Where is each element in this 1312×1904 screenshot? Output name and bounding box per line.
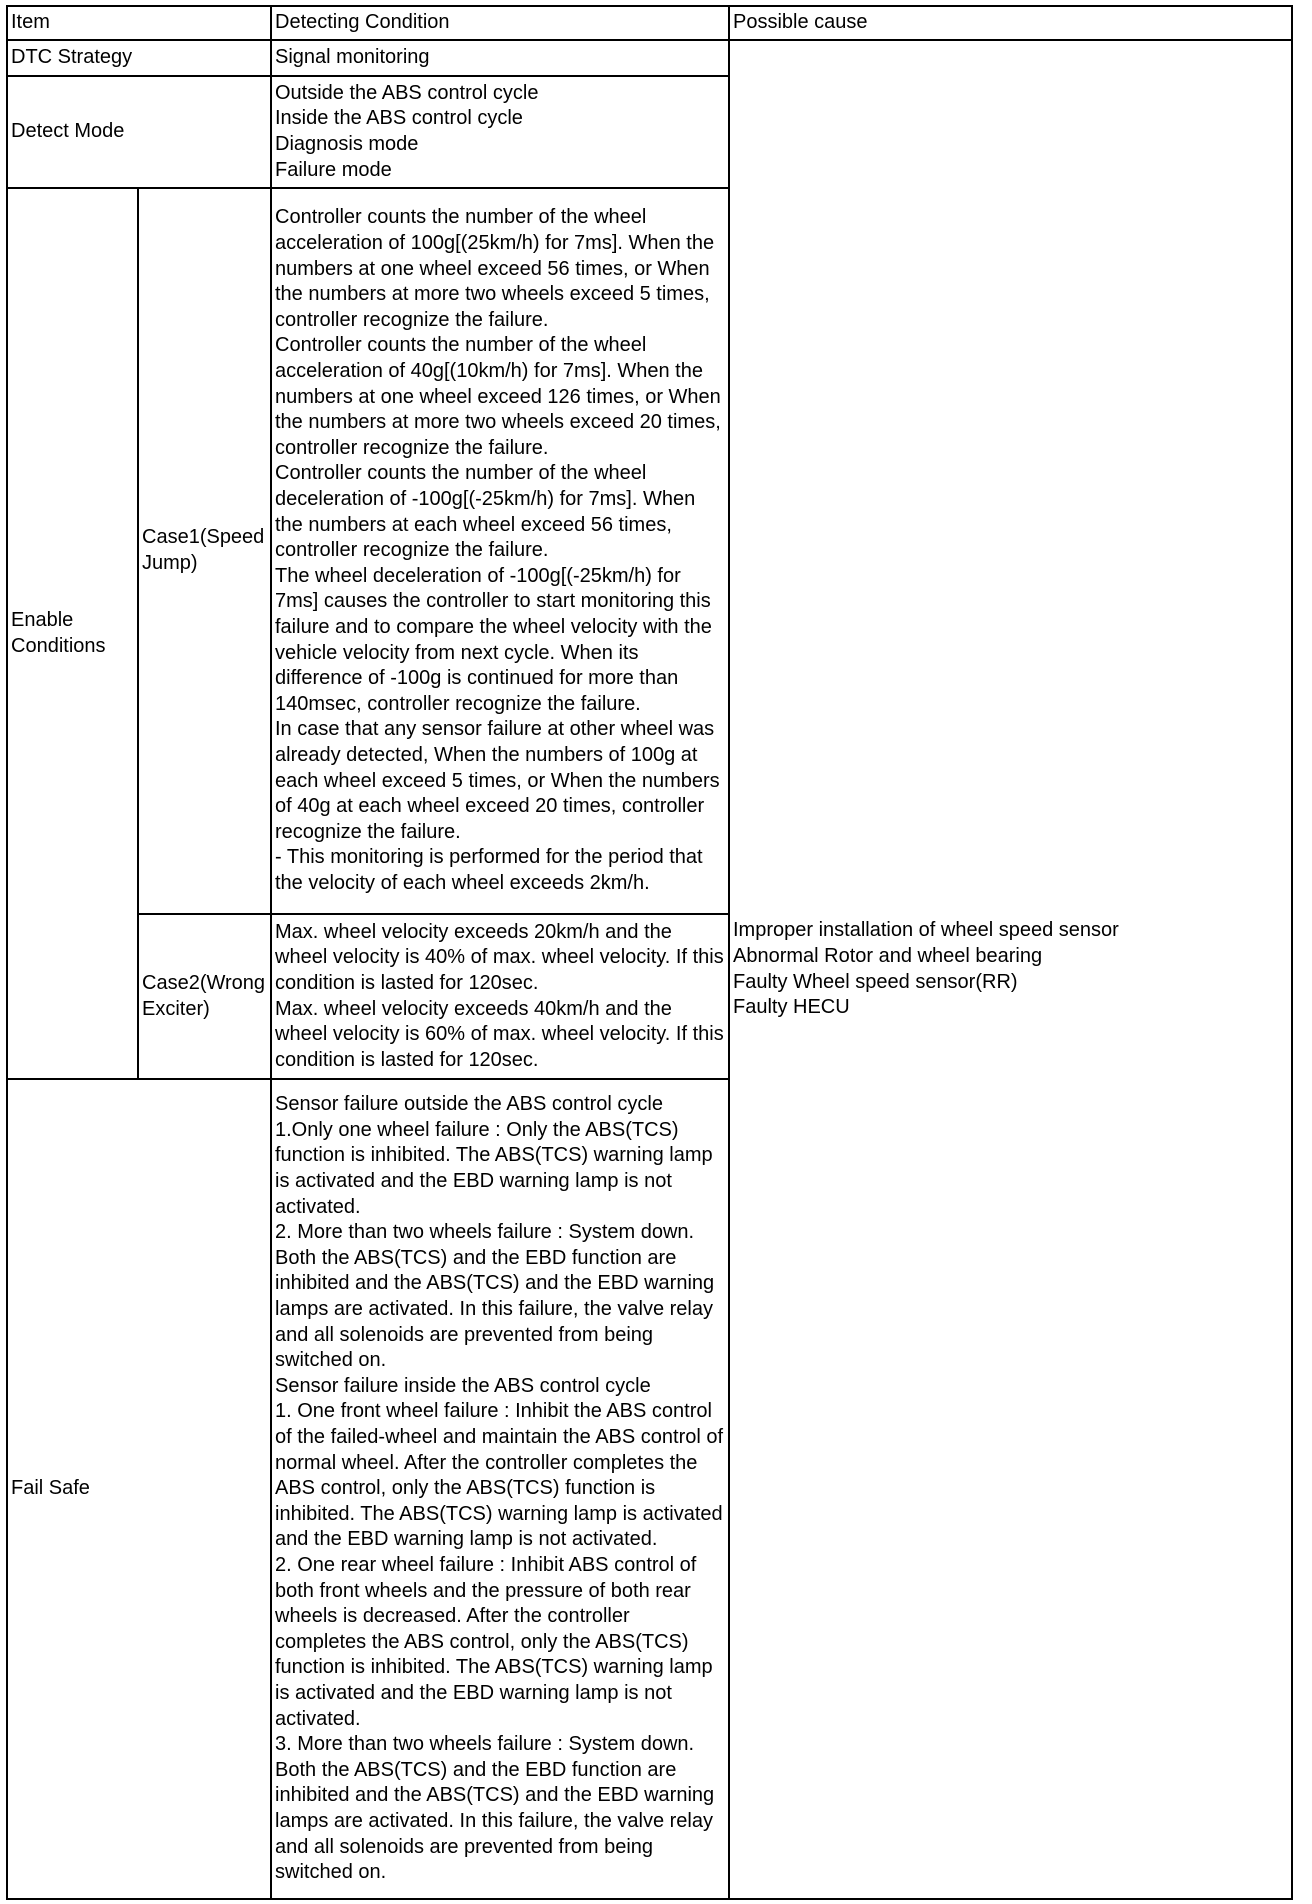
header-possible-cause: Possible cause <box>729 6 1292 40</box>
case1-paragraph: Controller counts the number of the wheel acceleration of 100g[(25km/h) for 7ms]. When the numbers at one wheel exceed 56 times, or When the numbers at more two wheels exceed 5 times, controller recognize the failure. <box>275 206 715 331</box>
detect-mode-item: Failure mode <box>275 158 392 181</box>
fail-safe-paragraph: Sensor failure inside the ABS control cycle <box>275 1374 651 1397</box>
case1-description <box>271 188 729 914</box>
row-dtc-strategy <box>7 40 1292 76</box>
case1-paragraph: - This monitoring is performed for the period that the velocity of each wheel exceeds 2km/h. <box>275 846 703 894</box>
case1-paragraph: Controller counts the number of the wheel deceleration of -100g[(-25km/h) for 7ms]. When the numbers at each wheel exceed 56 times, controller recognize the failure. <box>275 462 696 562</box>
dtc-table <box>6 5 1293 1900</box>
possible-cause-cell <box>729 40 1292 1899</box>
fail-safe-description <box>271 1079 729 1899</box>
detect-mode-values <box>271 76 729 188</box>
detect-mode-item: Diagnosis mode <box>275 133 419 155</box>
fail-safe-paragraph: 1. One front wheel failure : Inhibit the ABS control of the failed-wheel and maintain the ABS control of normal wheel. After the controller completes the ABS control, only the ABS(TCS) function is inhibited. The ABS(TCS) warning lamp is activated and the EBD warning lamp is not activated. <box>275 1400 724 1551</box>
case2-paragraph: Max. wheel velocity exceeds 40km/h and the wheel velocity is 60% of max. wheel velocity. If this condition is lasted for 120sec. <box>275 997 724 1071</box>
fail-safe-paragraph: 1.Only one wheel failure : Only the ABS(TCS) function is inhibited. The ABS(TCS) warning lamp is activated and the EBD warning lamp is not activated. <box>275 1118 713 1218</box>
fail-safe-label: Fail Safe <box>7 1079 271 1899</box>
header-row <box>7 6 1292 40</box>
case2-paragraph: Max. wheel velocity exceeds 20km/h and the wheel velocity is 40% of max. wheel velocity. If this condition is lasted for 120sec. <box>275 920 724 994</box>
fail-safe-paragraph: Sensor failure outside the ABS control cycle <box>275 1093 663 1116</box>
detect-mode-label: Detect Mode <box>7 76 271 188</box>
case1-paragraph: In case that any sensor failure at other wheel was already detected, When the numbers of 100g at each wheel exceed 5 times, or When the numbers of 40g at each wheel exceed 20 times, controller recognize the failure. <box>275 718 720 843</box>
dtc-table-sheet <box>6 5 1291 1898</box>
possible-cause-item: Faulty HECU <box>733 996 850 1019</box>
case1-paragraph: The wheel deceleration of -100g[(-25km/h) for 7ms] causes the controller to start monitoring this failure and to compare the wheel velocity with the vehicle velocity from next cycle. When its difference of -100g is continued for more than 140msec, controller recognize the failure. <box>275 564 712 715</box>
dtc-strategy-label: DTC Strategy <box>7 40 271 76</box>
detect-mode-item: Inside the ABS control cycle <box>275 107 523 130</box>
case2-label: Case2(Wrong Exciter) <box>138 914 271 1079</box>
case1-label: Case1(Speed Jump) <box>138 188 271 914</box>
possible-cause-item: Faulty Wheel speed sensor(RR) <box>733 970 1018 993</box>
fail-safe-paragraph: 3. More than two wheels failure : System down. Both the ABS(TCS) and the EBD function are inhibited and the ABS(TCS) and the EBD warning lamps are activated. In this failure, the valve relay and all solenoids are prevented from being switched on. <box>275 1733 715 1884</box>
detect-mode-item: Outside the ABS control cycle <box>275 81 539 104</box>
header-detecting-condition: Detecting Condition <box>271 6 729 40</box>
fail-safe-paragraph: 2. One rear wheel failure : Inhibit ABS control of both front wheels and the pressure of both rear wheels is decreased. After the controller completes the ABS control, only the ABS(TCS) function is inhibited. The ABS(TCS) warning lamp is activated and the EBD warning lamp is not activated. <box>275 1553 713 1730</box>
possible-cause-item: Improper installation of wheel speed sensor <box>733 919 1119 942</box>
enable-conditions-label: Enable Conditions <box>7 188 138 1079</box>
dtc-strategy-value: Signal monitoring <box>271 40 729 76</box>
header-item: Item <box>7 6 271 40</box>
case1-paragraph: Controller counts the number of the wheel acceleration of 40g[(10km/h) for 7ms]. When the numbers at one wheel exceed 126 times, or When the numbers at more two wheels exceed 20 times, controller recognize the failure. <box>275 334 721 459</box>
fail-safe-paragraph: 2. More than two wheels failure : System down. Both the ABS(TCS) and the EBD function are inhibited and the ABS(TCS) and the EBD warning lamps are activated. In this failure, the valve relay and all solenoids are prevented from being switched on. <box>275 1221 715 1372</box>
possible-cause-item: Abnormal Rotor and wheel bearing <box>733 944 1043 967</box>
case2-description <box>271 914 729 1079</box>
